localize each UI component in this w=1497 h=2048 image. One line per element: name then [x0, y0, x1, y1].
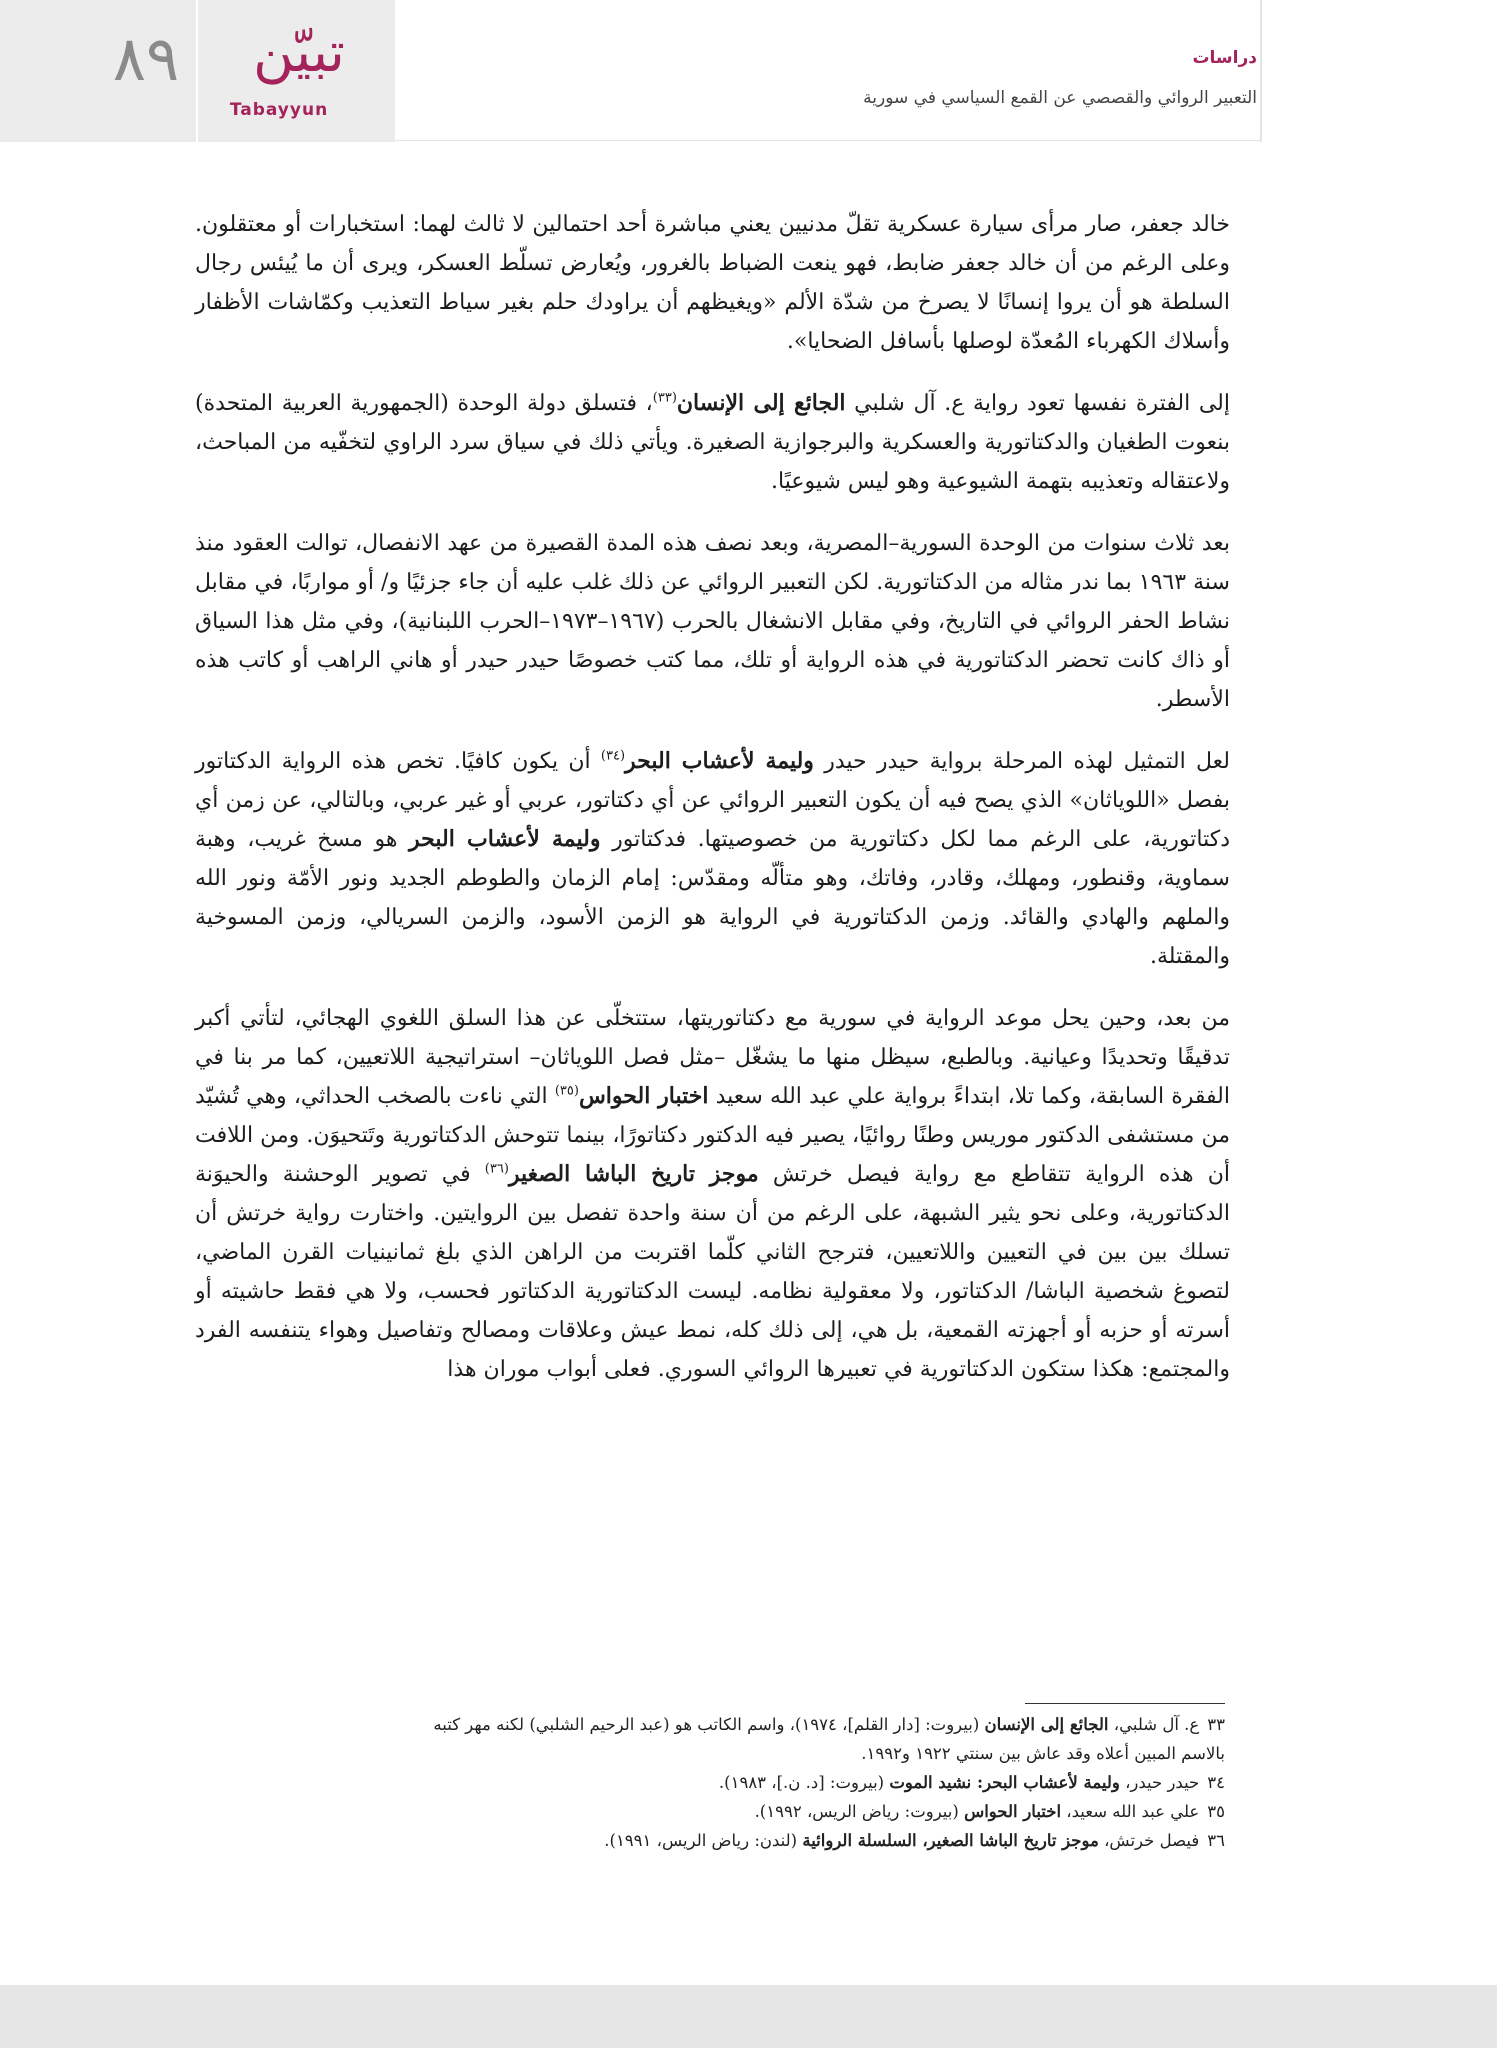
paragraph-2-text-a: إلى الفترة نفسها تعود رواية ع. آل شلبي — [845, 391, 1230, 416]
footnote-ref[interactable]: (٣٥) — [554, 1083, 579, 1099]
footnote-36 — [420, 1826, 1225, 1855]
footnote-text: فيصل خرتش، — [1098, 1831, 1200, 1850]
footnote-ref[interactable]: (٣٦) — [484, 1161, 509, 1177]
footnote-text: ع. آل شلبي، — [1108, 1715, 1200, 1734]
journal-logo — [214, 22, 384, 132]
footnote-title: وليمة لأعشاب البحر: نشيد الموت — [889, 1773, 1120, 1792]
book-title: وليمة لأعشاب البحر — [625, 748, 814, 774]
footnote-ref[interactable]: (٣٣) — [652, 390, 677, 406]
paragraph-4-text-a: لعل التمثيل لهذه المرحلة برواية حيدر حيدر — [813, 749, 1230, 774]
paragraph-5-text-c: في تصوير الوحشنة والحيوَنة الدكتاتورية، وعلى نحو يثير الشبهة، على الرغم من أن سنة واحدة تفصل بين الروايتين. واختارت رواية خرتش أن تسلك بين بين في التعيين واللاتعيين، فترجح الثاني كلّما اقتربت من الراهن الذي بلغ ثمانينيات القرن الماضي، لتصوغ شخصية الباشا/ الدكتاتور، ولا معقولية نظامه. ليست الدكتاتورية الدكتاتور فحسب، ولا هي فقط حاشيته أو أسرته أو حزبه أو أجهزته القمعية، بل هي، إلى ذلك كله، نمط عيش وعلاقات ومصالح وتفاصيل وهواء يتنفسه الفرد والمجتمع: هكذا ستكون الدكتاتورية في تعبيرها الروائي السوري. فعلى أبواب موران هذا — [195, 1162, 1230, 1382]
logo-arabic-text: تبيّن — [252, 20, 345, 85]
logo-latin-text: Tabayyun — [229, 100, 329, 120]
paragraph-1 — [195, 205, 1230, 361]
footnote-ref[interactable]: (٣٤) — [600, 748, 626, 764]
paragraph-4-text-b: أن يكون كافيًا. تخص هذه الرواية الدكتاتور بفصل «اللوياثان» الذي يصح فيه أن يكون التعبير الروائي عن أي دكتاتور، عربي أو غير عربي، وبالتالي، عن زمن أي دكتاتورية، على الرغم مما لكل دكتاتورية من خصوصيتها. فدكتاتور — [195, 749, 1230, 852]
paragraph-5-text-b: التي ناءت بالصخب الحداثي، وهي تُشيّد من مستشفى الدكتور موريس وطنًا روائيًا، يصير فيه الدكتور دكتاتورًا، بينما تتوحش الدكتاتورية وتَتحيوَن. ومن اللافت أن هذه الرواية تتقاطع مع رواية فيصل خرتش — [195, 1084, 1230, 1187]
footnote-text: (بيروت: [دار القلم]، ١٩٧٤)، واسم الكاتب هو (عبد الرحيم الشلبي) لكنه مهر كتبه بالاسم المبين أعلاه وقد عاش بين سنتي ١٩٢٢ و١٩٩٢. — [433, 1715, 1225, 1763]
footnote-text: (بيروت: [د. ن.]، ١٩٨٣). — [718, 1773, 890, 1792]
paragraph-1-text: خالد جعفر، صار مرأى سيارة عسكرية تقلّ مدنيين يعني مباشرة أحد احتمالين لا ثالث لهما: استخبارات أو معتقلون. وعلى الرغم من أن خالد جعفر ضابط، فهو ينعت الضباط بالغرور، ويُعارض تسلّط العسكر، ويرى أن ما يُيئس رجال السلطة هو أن يروا إنسانًا لا يصرخ من شدّة الألم «ويغيظهم أن يراودك حلم بغير سياط التعذيب وكمّاشات الأظفار وأسلاك الكهرباء المُعدّة لوصلها بأسافل الضحايا». — [195, 212, 1230, 354]
paragraph-5-text-a: من بعد، وحين يحل موعد الرواية في سورية مع دكتاتوريتها، ستتخلّى عن هذا السلق اللغوي الهجائي، لتأتي أكبر تدقيقًا وتحديدًا وعيانية. وبالطبع، سيظل منها ما يشغّل –مثل فصل اللوياثان– استراتيجية اللاتعيين، كما مر بنا في الفقرة السابقة، وكما تلا، ابتداءً برواية علي عبد الله سعيد — [195, 1006, 1230, 1109]
footnote-title: الجائع إلى الإنسان — [984, 1715, 1109, 1734]
footnote-text: (بيروت: رياض الريس، ١٩٩٢). — [754, 1802, 965, 1821]
book-title: اختبار الحواس — [578, 1083, 709, 1109]
footnote-number: ٣٤ — [1207, 1773, 1225, 1792]
footnote-34 — [420, 1768, 1225, 1797]
footnote-number: ٣٦ — [1207, 1831, 1225, 1850]
paragraph-2-text-b: ، فتسلق دولة الوحدة (الجمهورية العربية المتحدة) بنعوت الطغيان والدكتاتورية والعسكرية والبرجوازية الصغيرة. ويأتي ذلك في سياق سرد الراوي لتخفّيه من المباحث، ولاعتقاله وتعذيبه بتهمة الشيوعية وهو ليس شيوعيًا. — [195, 391, 1230, 494]
paragraph-4 — [195, 742, 1230, 976]
footnotes — [420, 1710, 1225, 1855]
footer-band — [0, 1985, 1497, 2048]
running-title: التعبير الروائي والقصصي عن القمع السياسي في سورية — [863, 88, 1257, 108]
footnote-33 — [420, 1710, 1225, 1768]
paragraph-2 — [195, 384, 1230, 501]
paragraph-3-text: بعد ثلاث سنوات من الوحدة السورية–المصرية، وبعد نصف هذه المدة القصيرة من عهد الانفصال، توالت العقود منذ سنة ١٩٦٣ بما ندر مثاله من الدكتاتورية. لكن التعبير الروائي عن ذلك غلب عليه أن جاء جزئيًا و/ أو مواربًا، في مقابل نشاط الحفر الروائي في التاريخ، وفي مقابل الانشغال بالحرب (١٩٦٧–١٩٧٣–الحرب اللبنانية)، وفي مثل هذا السياق أو ذاك كانت تحضر الدكتاتورية في هذه الرواية أو تلك، مما كتب خصوصًا حيدر حيدر أو هاني الراهب أو كاتب هذه الأسطر. — [195, 531, 1231, 712]
paragraph-4-text-c: هو مسخ غريب، وهبة سماوية، وقنطور، ومهلك، وقادر، وفاتك، وهو متألّه ومقدّس: إمام الزمان والطوطم الجديد ونور الأمّة ونور الله والملهم والهادي والقائد. وزمن الدكتاتورية في الرواية هو الزمن الأسود، والزمن السريالي، وزمن المسوخية والمقتلة. — [195, 827, 1230, 969]
section-label: دراسات — [1192, 48, 1257, 68]
footnote-number: ٣٣ — [1207, 1715, 1225, 1734]
footnote-text: حيدر حيدر، — [1119, 1773, 1200, 1792]
footnote-text: علي عبد الله سعيد، — [1061, 1802, 1200, 1821]
footnote-separator — [1025, 1703, 1225, 1704]
footnote-number: ٣٥ — [1207, 1802, 1225, 1821]
footnote-title: موجز تاريخ الباشا الصغير، السلسلة الروائية — [802, 1831, 1099, 1850]
book-title: موجز تاريخ الباشا الصغير — [508, 1161, 759, 1187]
header-right-border — [1260, 0, 1262, 142]
header-rule — [395, 140, 1262, 141]
footnote-text: (لندن: رياض الريس، ١٩٩١). — [604, 1831, 803, 1850]
paragraph-3 — [195, 524, 1230, 719]
footnote-35 — [420, 1797, 1225, 1826]
book-title: الجائع إلى الإنسان — [676, 390, 846, 416]
footnote-title: اختبار الحواس — [964, 1802, 1062, 1821]
paragraph-5 — [195, 999, 1230, 1389]
article-body — [195, 205, 1230, 1412]
page-number: ٨٩ — [112, 22, 180, 95]
header-divider — [196, 0, 198, 142]
book-title: وليمة لأعشاب البحر — [409, 826, 601, 852]
